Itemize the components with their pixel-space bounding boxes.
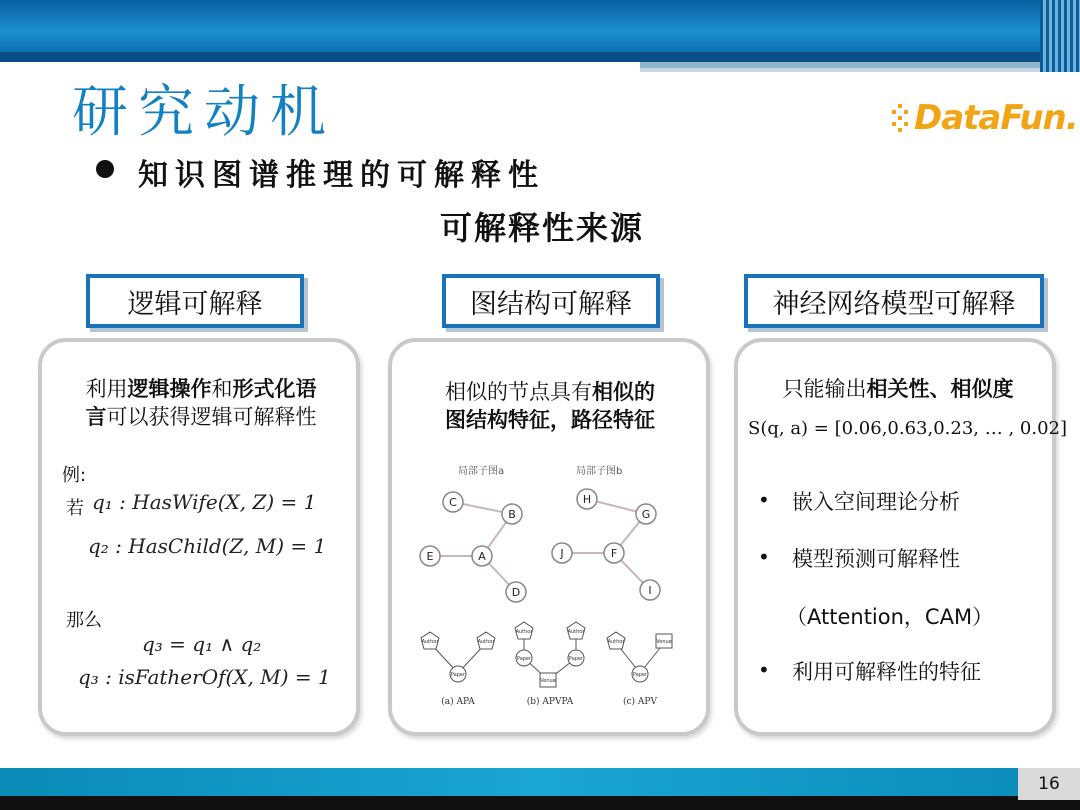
meta-node-label: Paper: [516, 656, 532, 662]
node-label: A: [478, 550, 486, 563]
bullet-icon: •: [758, 488, 770, 512]
meta-node-label: Paper: [450, 672, 466, 678]
caption-apa: (a) APA: [441, 697, 475, 707]
bullet-icon: •: [758, 545, 770, 569]
text-run: 和: [211, 377, 233, 401]
meta-node-label: Author: [567, 629, 585, 635]
text-run-bold: 相似的: [592, 380, 655, 404]
similarity-formula: S(q, a) = [0.06,0.63,0.23, … , 0.02]: [748, 418, 1068, 439]
bullet-icon: •: [758, 658, 770, 682]
formula-q3-rule: q₃ = q₁ ∧ q₂: [142, 632, 262, 656]
node-label: F: [610, 547, 618, 560]
bullet-item: 利用可解释性的特征: [792, 660, 981, 684]
meta-node-label: Author: [421, 639, 439, 645]
formula-q2: q₂ : HasChild(Z, M) = 1: [88, 534, 327, 558]
text-run-bold: 形式化语: [232, 377, 317, 401]
formula-q1: q₁ : HasWife(X, Z) = 1: [92, 490, 317, 514]
graph-description: [405, 378, 695, 434]
datafun-logo: [892, 98, 1078, 140]
text-run-bold: 逻辑操作: [127, 377, 212, 401]
text-run: 相似的节点具有: [445, 380, 592, 404]
header-stripe-vertical: [1040, 0, 1080, 72]
formula-q3-fact: q₃ : isFatherOf(X, M) = 1: [78, 665, 331, 689]
slide-subtitle: 知识图谱推理的可解释性: [138, 158, 545, 193]
subgraph-b-label: 局部子图b: [576, 466, 623, 477]
category-neural: 神经网络模型可解释: [744, 274, 1044, 328]
bullet-item: 嵌入空间理论分析: [792, 490, 960, 514]
meta-node-label: Paper: [632, 672, 648, 678]
category-graph: 图结构可解释: [442, 274, 660, 328]
node-label: B: [508, 508, 516, 521]
node-label: E: [426, 550, 434, 563]
header-bar: [0, 0, 1080, 52]
then-label: 那么: [66, 610, 102, 631]
header-bar-shadow: [0, 52, 1080, 62]
example-label: 例:: [62, 465, 87, 486]
logo-text: DataFun.: [914, 98, 1078, 138]
node-label: H: [582, 493, 592, 506]
if-label: 若: [66, 498, 84, 519]
meta-node-label: Venue: [540, 678, 556, 684]
footer-bar-dark: [0, 796, 1080, 810]
section-heading: 可解释性来源: [440, 209, 645, 247]
text-run-bold: 图结构特征，路径特征: [445, 408, 655, 432]
header-stripe: [640, 68, 1080, 72]
text-run-bold: 相关性、相似度: [866, 377, 1014, 401]
neural-description: [748, 375, 1048, 403]
node-label: C: [449, 496, 457, 509]
node-label: D: [511, 586, 521, 599]
logic-description: [56, 375, 346, 431]
meta-node-label: Author: [607, 639, 625, 645]
bullet-icon: [96, 160, 114, 178]
text-run: 可以获得逻辑可解释性: [106, 405, 317, 429]
node-label: J: [560, 547, 564, 560]
page-title: 研究动机: [72, 80, 336, 145]
meta-node-label: Venue: [656, 639, 672, 645]
subgraph-a-label: 局部子图a: [458, 466, 505, 477]
meta-node-label: Author: [515, 629, 533, 635]
node-label: G: [641, 508, 651, 521]
bullet-item: 模型预测可解释性: [792, 547, 960, 571]
text-run: 只能输出: [782, 377, 867, 401]
subgraph-illustration: [408, 458, 698, 728]
caption-apvpa: (b) APVPA: [526, 697, 574, 707]
text-run-bold: 言: [85, 405, 107, 429]
meta-node-label: Author: [477, 639, 495, 645]
node-label: I: [648, 584, 652, 597]
bullet-item-continuation: （Attention，CAM）: [786, 605, 994, 629]
caption-apv: (c) APV: [623, 697, 657, 707]
text-run: 利用: [85, 377, 128, 401]
category-logic: 逻辑可解释: [86, 274, 304, 328]
page-number: 16: [1018, 768, 1080, 800]
meta-node-label: Paper: [568, 656, 584, 662]
